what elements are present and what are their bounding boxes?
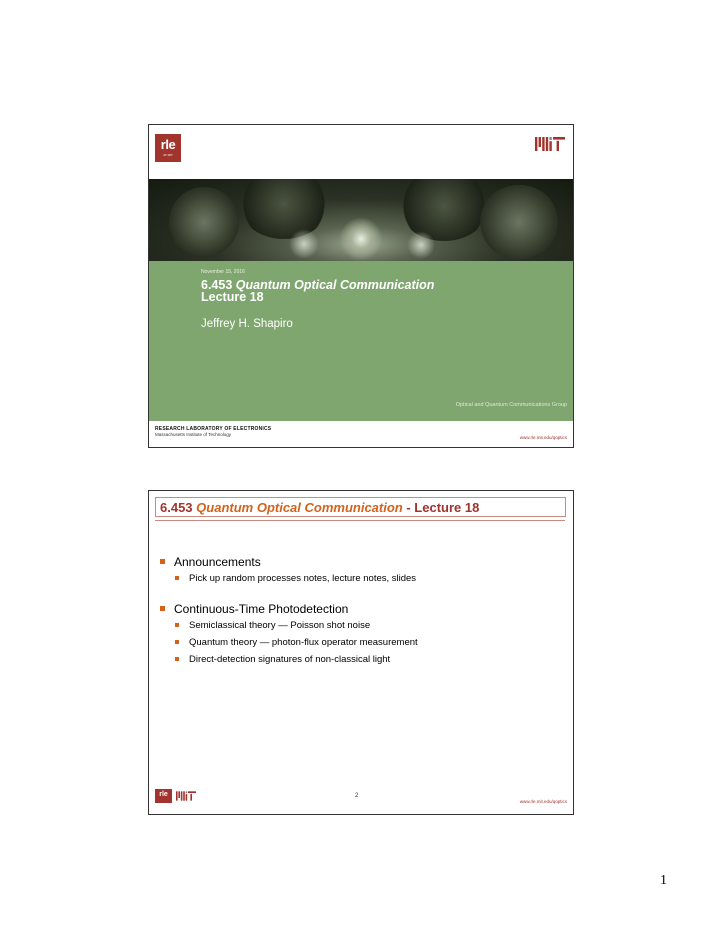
agenda-slide [148, 490, 574, 815]
group-name: Optical and Quantum Communications Group [455, 402, 567, 408]
title-divider [155, 520, 565, 521]
mit-logo [535, 137, 565, 151]
bullet-list [159, 555, 559, 671]
title-slide [148, 124, 574, 448]
slide-page-number: 2 [355, 793, 359, 799]
bullet-item: Quantum theory — photon-flux operator measurement [159, 637, 559, 648]
lab-name: RESEARCH LABORATORY OF ELECTRONICS [155, 426, 272, 432]
lab-photo [149, 179, 573, 261]
bullet-item: Direct-detection signatures of non-classical light [159, 654, 559, 665]
mit-logo [176, 791, 196, 801]
slide-footer [149, 421, 573, 447]
slide-header [149, 125, 573, 179]
bullet-item: Pick up random processes notes, lecture notes, slides [159, 573, 559, 584]
sheet-page-number: 1 [660, 873, 667, 888]
rle-logo: rle AT MIT [155, 134, 181, 162]
slide-title: 6.453 Quantum Optical Communication - Lecture 18 [155, 497, 566, 517]
lecture-label: Lecture 18 [201, 290, 264, 304]
author-name: Jeffrey H. Shapiro [201, 318, 293, 330]
institute-name: Massachusetts Institute of Technology [155, 432, 231, 437]
course-title: 6.453 Quantum Optical Communication Lecture 18 [201, 278, 435, 304]
bullet-heading: Announcements [159, 555, 559, 569]
title-panel [149, 261, 573, 421]
footer-url[interactable]: www.rle.mit.edu/qoptics [519, 799, 567, 804]
bullet-heading: Continuous-Time Photodetection [159, 602, 559, 616]
footer-url[interactable]: www.rle.mit.edu/qoptics [519, 435, 567, 440]
lecture-date: November 15, 2016 [201, 269, 245, 275]
bullet-item: Semiclassical theory — Poisson shot noise [159, 620, 559, 631]
rle-logo: rle [155, 789, 172, 803]
